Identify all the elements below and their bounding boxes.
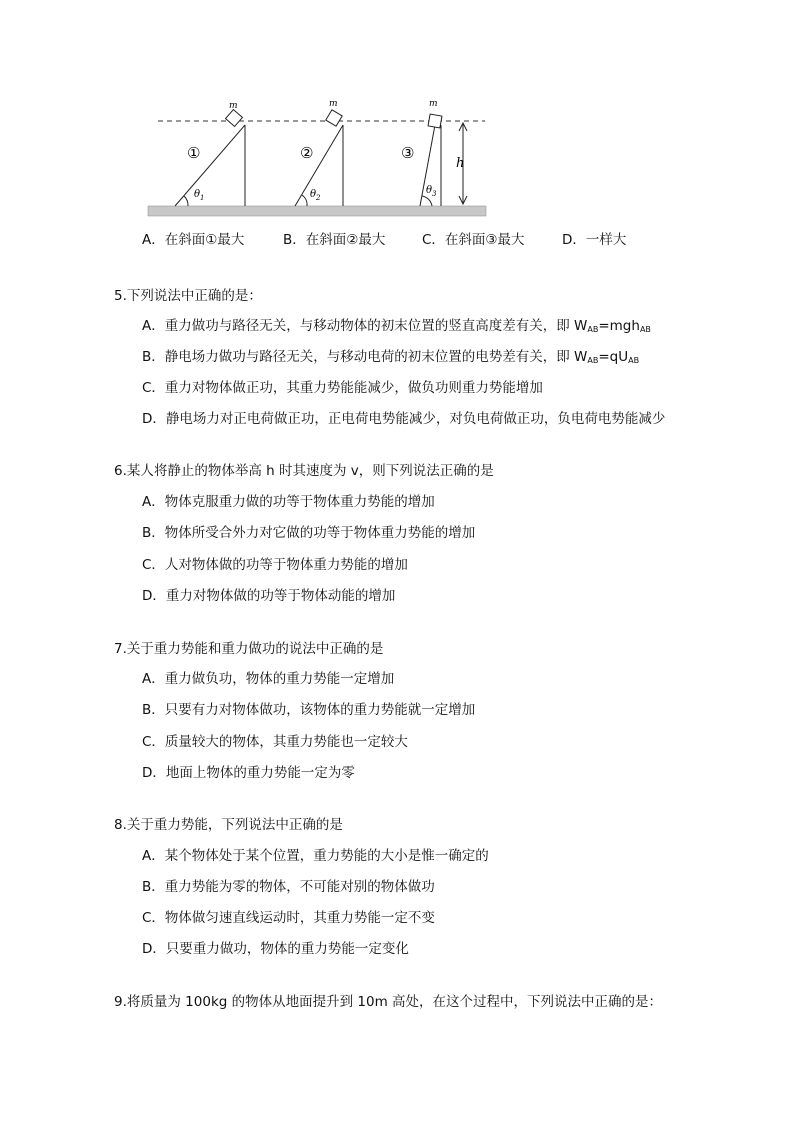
q6-option-a[interactable]: A．物体克服重力做的功等于物体重力势能的增加: [142, 494, 435, 510]
incline-label-3: ③: [401, 144, 415, 162]
mass-label-1: m: [229, 101, 238, 111]
angle-label-3: $\theta_3$: [426, 185, 437, 198]
q5-option-b[interactable]: B．静电场力做功与路径无关，与移动电荷的初末位置的电势差有关，即 $W_{AB}=qU_{AB}$: [142, 349, 640, 365]
angle-arc-2: [302, 195, 307, 206]
block-3: [428, 114, 442, 128]
q6-option-c[interactable]: C．人对物体做的功等于物体重力势能的增加: [142, 557, 408, 573]
q4-option-c[interactable]: C．在斜面③最大: [422, 232, 525, 248]
angle-arc-3: [422, 196, 432, 206]
q7-option-d[interactable]: D．地面上物体的重力势能一定为零: [142, 765, 355, 781]
q6-option-d[interactable]: D．重力对物体做的功等于物体动能的增加: [142, 588, 396, 604]
q5-stem: 5.下列说法中正确的是：: [114, 288, 262, 304]
block-1: [226, 110, 243, 127]
q8-option-d[interactable]: D．只要重力做功，物体的重力势能一定变化: [142, 941, 409, 957]
q5-option-d[interactable]: D．静电场力对正电荷做正功，正电荷电势能减少，对负电荷做正功，负电荷电势能减少: [142, 411, 666, 427]
q6-option-b[interactable]: B．物体所受合外力对它做的功等于物体重力势能的增加: [142, 525, 476, 541]
q7-option-b[interactable]: B．只要有力对物体做功，该物体的重力势能就一定增加: [142, 702, 476, 718]
block-2: [326, 110, 342, 126]
mass-label-2: m: [329, 99, 338, 109]
q8-option-b[interactable]: B．重力势能为零的物体，不可能对别的物体做功: [142, 879, 435, 895]
angle-arc-1: [184, 196, 188, 206]
ground: [148, 206, 486, 216]
angle-label-1: $\theta_1$: [194, 189, 205, 202]
q7-option-c[interactable]: C．质量较大的物体，其重力势能也一定较大: [142, 734, 408, 750]
incline-1: [175, 125, 245, 206]
mass-label-3: m: [429, 99, 438, 109]
q8-option-c[interactable]: C．物体做匀速直线运动时，其重力势能一定不变: [142, 910, 435, 926]
q6-stem: 6.某人将静止的物体举高 h 时其速度为 v，则下列说法正确的是: [114, 463, 494, 479]
q7-option-a[interactable]: A．重力做负功，物体的重力势能一定增加: [142, 671, 395, 687]
incline-label-2: ②: [300, 144, 314, 162]
height-label: h: [456, 156, 465, 171]
q5-option-a[interactable]: A．重力做功与路径无关，与移动物体的初末位置的竖直高度差有关，即 $W_{AB}=mgh_{AB}$: [142, 318, 651, 334]
inclines-figure: [140, 95, 500, 225]
q4-option-d[interactable]: D．一样大: [562, 232, 627, 248]
q4-option-b[interactable]: B．在斜面②最大: [283, 232, 386, 248]
incline-label-1: ①: [187, 144, 201, 162]
q8-stem: 8.关于重力势能，下列说法中正确的是: [114, 817, 343, 833]
q9-stem: 9.将质量为 100kg 的物体从地面提升到 10m 高处，在这个过程中，下列说法中正确的是：: [114, 994, 663, 1010]
q5-option-c[interactable]: C．重力对物体做正功，其重力势能能减少，做负功则重力势能增加: [142, 380, 543, 396]
q4-option-a[interactable]: A．在斜面①最大: [142, 232, 245, 248]
q8-option-a[interactable]: A．某个物体处于某个位置，重力势能的大小是惟一确定的: [142, 848, 489, 864]
q7-stem: 7.关于重力势能和重力做功的说法中正确的是: [114, 641, 384, 657]
angle-label-2: $\theta_2$: [310, 189, 321, 202]
